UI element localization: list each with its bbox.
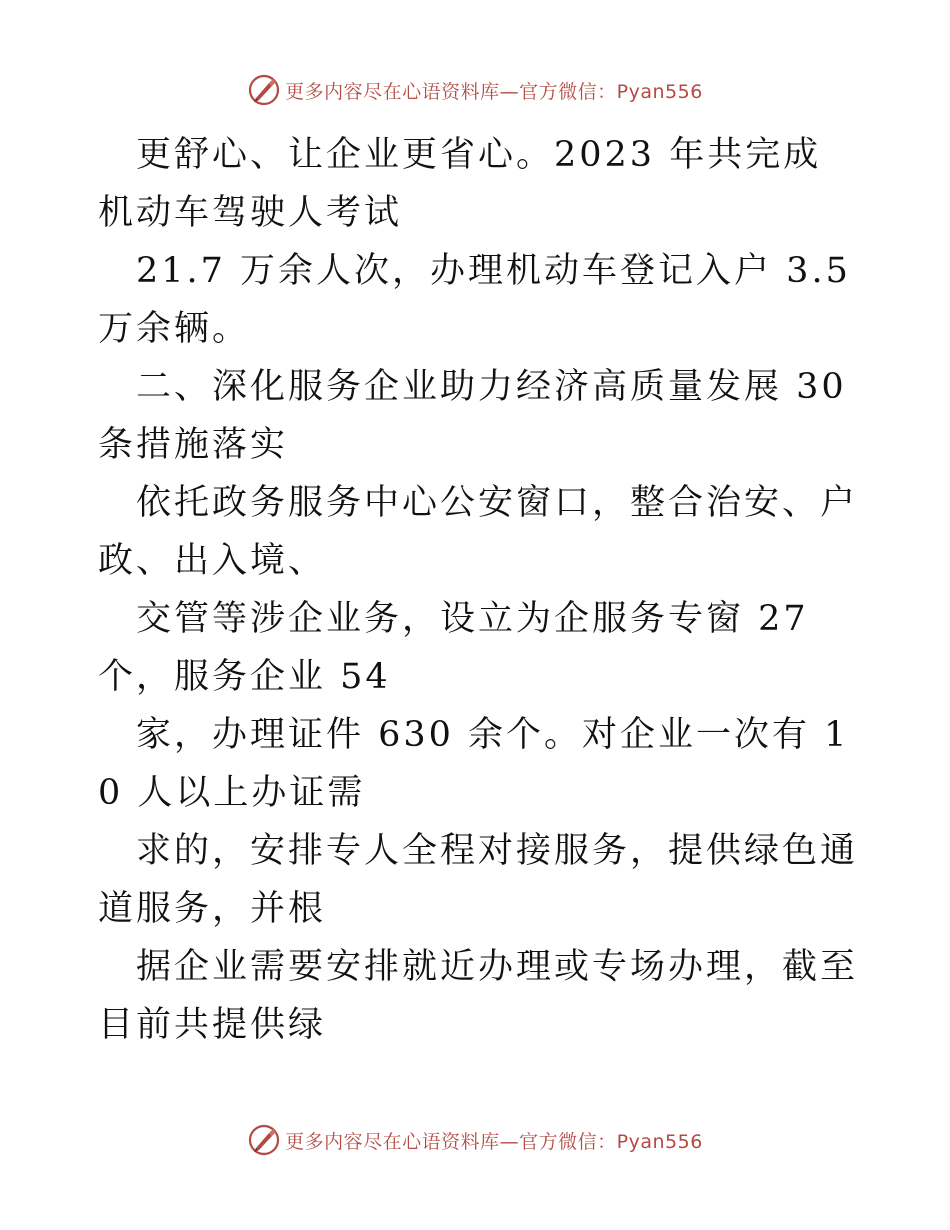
pen-logo-icon	[247, 73, 281, 107]
paragraph: 据企业需要安排就近办理或专场办理，截至目前共提供绿	[98, 947, 859, 1045]
paragraph: 家，办理证件 630 余个。对企业一次有 10 人以上办证需	[98, 715, 850, 813]
paragraph: 21.7 万余人次，办理机动车登记入户 3.5 万余辆。	[98, 251, 851, 349]
paragraph: 交管等涉企业务，设立为企服务专窗 27 个，服务企业 54	[98, 599, 809, 697]
pen-logo-icon	[247, 1123, 281, 1157]
header-watermark	[0, 70, 950, 110]
watermark-text: 更多内容尽在心语资料库—官方微信：Pyan556	[285, 1130, 703, 1153]
paragraph: 求的，安排专人全程对接服务，提供绿色通道服务，并根	[98, 831, 859, 929]
paragraph: 二、深化服务企业助力经济高质量发展 30 条措施落实	[98, 367, 847, 465]
paragraph: 更舒心、让企业更省心。2023 年共完成机动车驾驶人考试	[98, 135, 822, 233]
paragraph: 依托政务服务中心公安窗口，整合治安、户政、出入境、	[98, 483, 859, 581]
footer-watermark	[0, 1120, 950, 1160]
watermark-text: 更多内容尽在心语资料库—官方微信：Pyan556	[285, 80, 703, 103]
document-body	[98, 126, 858, 1054]
